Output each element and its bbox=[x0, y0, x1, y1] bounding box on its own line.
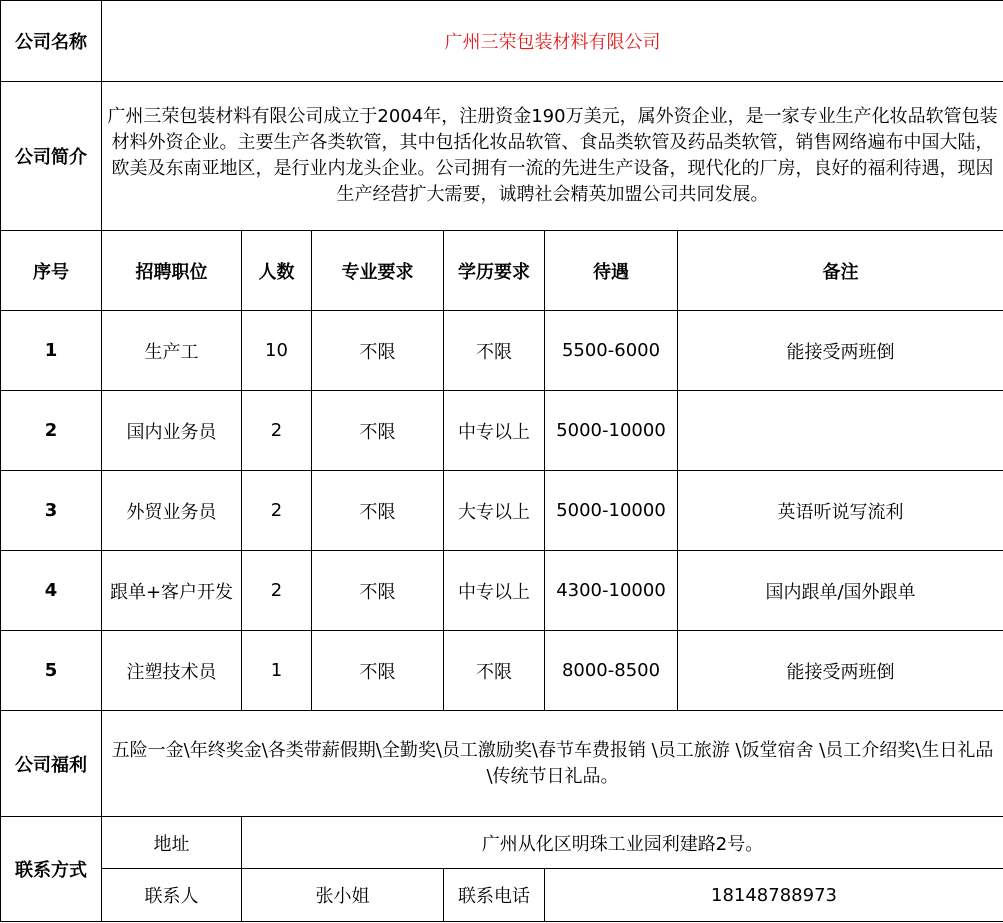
table-row bbox=[1, 551, 1003, 631]
row-salary: 5000-10000 bbox=[545, 391, 678, 471]
table-row bbox=[1, 311, 1003, 391]
row-no: 3 bbox=[1, 471, 102, 551]
row-note: 英语听说写流利 bbox=[678, 471, 1003, 551]
row-education: 中专以上 bbox=[444, 391, 545, 471]
phone-label: 联系电话 bbox=[444, 869, 545, 922]
row-position: 国内业务员 bbox=[102, 391, 242, 471]
row-count: 2 bbox=[242, 551, 312, 631]
contact-address-row bbox=[1, 817, 1003, 869]
row-education: 不限 bbox=[444, 311, 545, 391]
row-note: 国内跟单/国外跟单 bbox=[678, 551, 1003, 631]
table-row bbox=[1, 391, 1003, 471]
company-intro-text: 广州三荣包装材料有限公司成立于2004年，注册资金190万美元，属外资企业，是一家专业生产化妆品软管包装材料外资企业。主要生产各类软管，其中包括化妆品软管、食品类软管及药品类软管，销售网络遍布中国大陆，欧美及东南亚地区，是行业内龙头企业。公司拥有一流的先进生产设备，现代化的厂房，良好的福利待遇，现因生产经营扩大需要，诚聘社会精英加盟公司共同发展。 bbox=[102, 82, 1003, 231]
table-header-row bbox=[1, 231, 1003, 311]
header-salary: 待遇 bbox=[545, 231, 678, 311]
header-major: 专业要求 bbox=[312, 231, 444, 311]
header-education: 学历要求 bbox=[444, 231, 545, 311]
row-count: 10 bbox=[242, 311, 312, 391]
header-position: 招聘职位 bbox=[102, 231, 242, 311]
row-note: 能接受两班倒 bbox=[678, 631, 1003, 711]
benefits-row bbox=[1, 711, 1003, 817]
header-note: 备注 bbox=[678, 231, 1003, 311]
row-note bbox=[678, 391, 1003, 471]
row-education: 大专以上 bbox=[444, 471, 545, 551]
row-position: 注塑技术员 bbox=[102, 631, 242, 711]
row-count: 2 bbox=[242, 471, 312, 551]
row-no: 4 bbox=[1, 551, 102, 631]
company-intro-row bbox=[1, 82, 1003, 231]
address-label: 地址 bbox=[102, 817, 242, 869]
row-major: 不限 bbox=[312, 391, 444, 471]
row-position: 生产工 bbox=[102, 311, 242, 391]
table-row bbox=[1, 631, 1003, 711]
contact-person-row bbox=[1, 869, 1003, 922]
row-salary: 5500-6000 bbox=[545, 311, 678, 391]
benefits-text: 五险一金\年终奖金\各类带薪假期\全勤奖\员工激励奖\春节车费报销 \员工旅游 \饭堂宿舍 \员工介绍奖\生日礼品\传统节日礼品。 bbox=[102, 711, 1003, 817]
row-major: 不限 bbox=[312, 311, 444, 391]
row-note: 能接受两班倒 bbox=[678, 311, 1003, 391]
row-education: 中专以上 bbox=[444, 551, 545, 631]
header-count: 人数 bbox=[242, 231, 312, 311]
row-salary: 8000-8500 bbox=[545, 631, 678, 711]
row-no: 2 bbox=[1, 391, 102, 471]
row-salary: 4300-10000 bbox=[545, 551, 678, 631]
row-no: 1 bbox=[1, 311, 102, 391]
row-education: 不限 bbox=[444, 631, 545, 711]
row-major: 不限 bbox=[312, 551, 444, 631]
row-major: 不限 bbox=[312, 471, 444, 551]
row-position: 跟单+客户开发 bbox=[102, 551, 242, 631]
contact-person-label: 联系人 bbox=[102, 869, 242, 922]
benefits-label: 公司福利 bbox=[1, 711, 102, 817]
row-major: 不限 bbox=[312, 631, 444, 711]
row-no: 5 bbox=[1, 631, 102, 711]
header-no: 序号 bbox=[1, 231, 102, 311]
row-salary: 5000-10000 bbox=[545, 471, 678, 551]
table-row bbox=[1, 471, 1003, 551]
contact-label: 联系方式 bbox=[1, 817, 102, 922]
company-intro-label: 公司简介 bbox=[1, 82, 102, 231]
phone-value: 18148788973 bbox=[545, 869, 1003, 922]
company-name-label: 公司名称 bbox=[1, 1, 102, 82]
row-position: 外贸业务员 bbox=[102, 471, 242, 551]
company-name-row bbox=[1, 1, 1003, 82]
address-value: 广州从化区明珠工业园利建路2号。 bbox=[242, 817, 1003, 869]
contact-person-value: 张小姐 bbox=[242, 869, 444, 922]
company-name: 广州三荣包装材料有限公司 bbox=[102, 1, 1003, 82]
row-count: 2 bbox=[242, 391, 312, 471]
row-count: 1 bbox=[242, 631, 312, 711]
